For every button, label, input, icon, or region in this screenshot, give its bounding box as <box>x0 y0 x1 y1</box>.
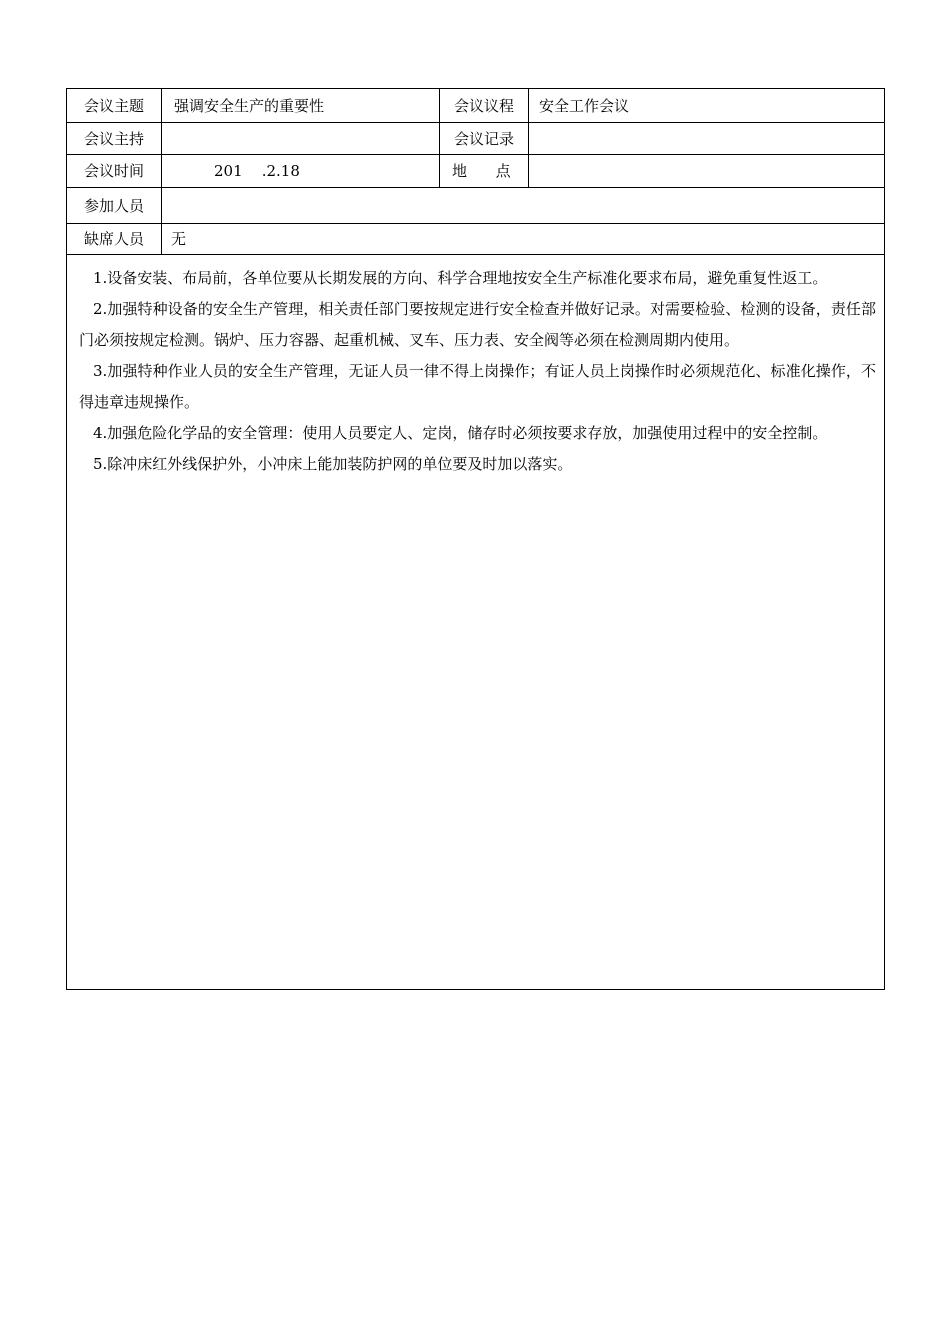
content-item-2: 2.加强特种设备的安全生产管理，相关责任部门要按规定进行安全检查并做好记录。对需要检验、检测的设备，责任部门必须按规定检测。锅炉、压力容器、起重机械、叉车、压力表、安全阀等必须在检测周期内使用。 <box>79 300 876 349</box>
time-row <box>67 155 885 188</box>
content-row <box>67 255 885 990</box>
attendees-row <box>67 188 885 224</box>
agenda-label: 会议议程 <box>440 89 529 123</box>
attendees-label: 参加人员 <box>67 188 162 224</box>
content-item-3: 3.加强特种作业人员的安全生产管理，无证人员一律不得上岗操作；有证人员上岗操作时必须规范化、标准化操作，不得违章违规操作。 <box>79 362 876 411</box>
meeting-content <box>67 255 885 990</box>
absent-label: 缺席人员 <box>67 224 162 255</box>
place-value <box>529 155 885 188</box>
host-row <box>67 123 885 155</box>
content-item-5: 5.除冲床红外线保护外，小冲床上能加装防护网的单位要及时加以落实。 <box>93 455 573 473</box>
content-item-4: 4.加强危险化学品的安全管理：使用人员要定人、定岗，储存时必须按要求存放，加强使用过程中的安全控制。 <box>93 424 828 442</box>
time-label: 会议时间 <box>67 155 162 188</box>
place-label: 地 点 <box>440 155 529 188</box>
attendees-value <box>162 188 885 224</box>
time-value: 201 .2.18 <box>162 155 440 188</box>
absent-row <box>67 224 885 255</box>
absent-value: 无 <box>162 224 885 255</box>
topic-value: 强调安全生产的重要性 <box>162 89 440 123</box>
agenda-value: 安全工作会议 <box>529 89 885 123</box>
topic-row <box>67 89 885 123</box>
content-item-1: 1.设备安装、布局前，各单位要从长期发展的方向、科学合理地按安全生产标准化要求布局，避免重复性返工。 <box>93 269 828 287</box>
recorder-label: 会议记录 <box>440 123 529 155</box>
host-label: 会议主持 <box>67 123 162 155</box>
recorder-value <box>529 123 885 155</box>
host-value <box>162 123 440 155</box>
meeting-record-table <box>66 88 885 990</box>
topic-label: 会议主题 <box>67 89 162 123</box>
